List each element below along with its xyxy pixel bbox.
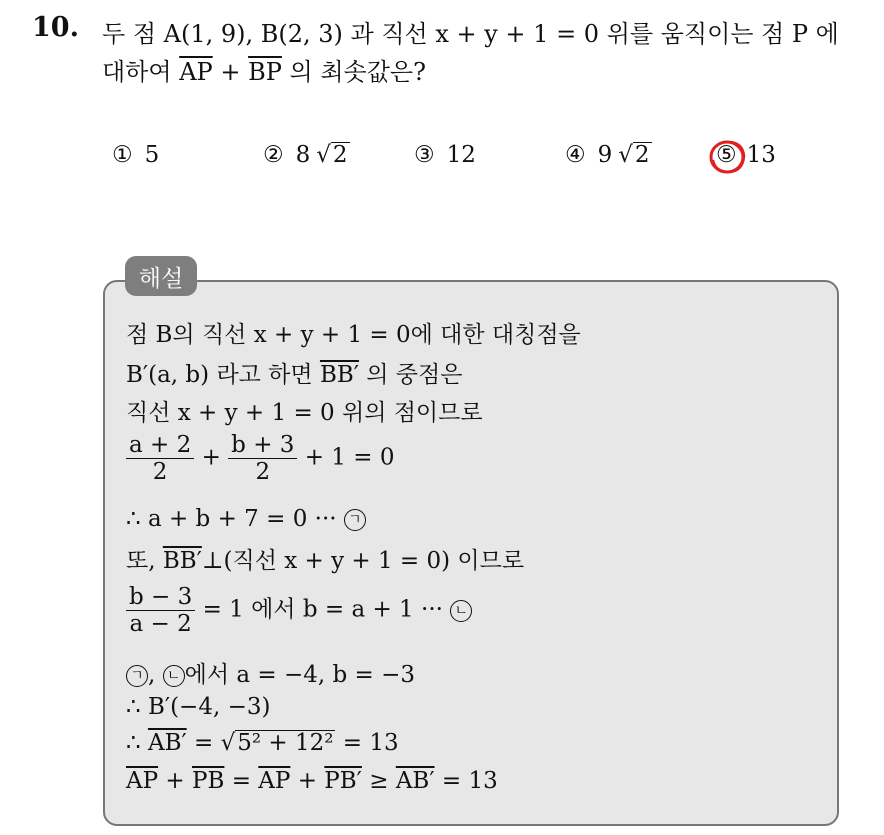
plus-sign: + [220, 58, 241, 86]
selected-answer-circle-icon [707, 138, 747, 176]
solution-line-2 [126, 356, 462, 389]
choice-2[interactable] [263, 142, 350, 168]
choice-5-text: 13 [746, 142, 776, 168]
comma: , [148, 662, 156, 688]
fraction-3-den: a − 2 [126, 610, 195, 637]
therefore-sign: ∴ [126, 730, 141, 756]
line8-rest: 에서 a = −4, b = −3 [184, 662, 416, 688]
line10-result: = 13 [342, 730, 399, 756]
fraction-2 [228, 432, 297, 485]
choice-4-root: 2 [634, 142, 650, 168]
line6-a: 또, [126, 548, 156, 574]
choice-2-root: 2 [332, 142, 348, 168]
line2-c: 의 중점은 [366, 362, 463, 388]
choice-4-text: 9 [597, 142, 613, 169]
segment-pb: $\overline{PB}$ [192, 768, 225, 794]
solution-line-6 [126, 542, 524, 575]
circled-marker-1: ㄱ [126, 665, 148, 687]
choice-3[interactable] [414, 142, 476, 168]
question-text-line2 [102, 52, 426, 87]
solution-line-3: 직선 x + y + 1 = 0 위의 점이므로 [126, 400, 483, 426]
line5-text: ∴ a + b + 7 = 0 ··· [126, 506, 337, 532]
solution-line-7 [126, 584, 472, 637]
solution-line-9: ∴ B′(−4, −3) [126, 694, 271, 720]
solution-line-8 [126, 656, 415, 689]
circled-marker-2: ㄴ [450, 600, 472, 622]
choice-1-marker: ① [112, 142, 133, 168]
fraction-1-den: 2 [126, 458, 194, 485]
choice-4[interactable] [565, 142, 652, 168]
solution-line-10 [126, 730, 399, 756]
fraction-3-num: b − 3 [129, 584, 193, 610]
choice-1-text: 5 [144, 142, 160, 168]
sqrt-icon: √ [618, 142, 633, 169]
fraction-1 [126, 432, 194, 485]
geq-sign: ≥ [369, 768, 389, 794]
segment-ap: $\overline{AP}$ [126, 768, 159, 794]
solution-line-5 [126, 506, 366, 532]
equals-sign: = [194, 730, 214, 756]
question-prefix: 대하여 [102, 58, 172, 86]
segment-bb-prime: BB′ [162, 548, 202, 574]
line6-c: ⊥(직선 x + y + 1 = 0) 이므로 [201, 548, 525, 574]
solution-tag: 해설 [125, 256, 197, 296]
segment-pb-prime: PB′ [324, 768, 362, 794]
choice-5-marker: ⑤ [716, 142, 737, 168]
solution-line-11 [126, 768, 498, 794]
root-content: 5² + 12² [237, 730, 334, 756]
choice-2-text: 8 [295, 142, 311, 169]
circled-marker-2: ㄴ [163, 665, 185, 687]
choice-3-marker: ③ [414, 142, 435, 168]
segment-ap: $\overline{AP}$ [179, 58, 213, 86]
segment-bb-prime: BB′ [319, 362, 359, 388]
fraction-1-num: a + 2 [129, 432, 192, 458]
circled-marker-1: ㄱ [344, 509, 366, 531]
segment-ap: $\overline{AP}$ [258, 768, 291, 794]
sqrt-icon: √ [220, 730, 236, 756]
choice-3-text: 12 [446, 142, 476, 168]
line7-rest: = 1 에서 b = a + 1 ··· [202, 596, 443, 623]
choice-2-marker: ② [263, 142, 284, 169]
choice-1[interactable] [112, 142, 159, 168]
solution-line-1: 점 B의 직선 x + y + 1 = 0에 대한 대칭점을 [126, 322, 581, 348]
fraction-3 [126, 584, 195, 637]
fraction-2-num: b + 3 [231, 432, 295, 458]
equation-rest: + 1 = 0 [304, 444, 395, 471]
equals-sign: = [231, 768, 251, 794]
solution-line-4 [126, 432, 394, 485]
plus-sign: + [297, 768, 317, 794]
plus-sign: + [201, 444, 221, 471]
question-suffix: 의 최솟값은? [289, 58, 426, 86]
line11-result: = 13 [441, 768, 498, 794]
choice-4-marker: ④ [565, 142, 586, 169]
question-number: 10. [32, 12, 79, 43]
question-text-line1: 두 점 A(1, 9), B(2, 3) 과 직선 x + y + 1 = 0 위를 움직이는 점 P 에 [102, 20, 839, 48]
segment-ab-prime: AB′ [395, 768, 435, 794]
line2-a: B′(a, b) 라고 하면 [126, 362, 313, 388]
fraction-2-den: 2 [228, 458, 297, 485]
segment-ab-prime: AB′ [147, 730, 187, 756]
sqrt-icon: √ [316, 142, 331, 169]
segment-bp: $\overline{BP}$ [248, 58, 282, 86]
plus-sign: + [165, 768, 185, 794]
